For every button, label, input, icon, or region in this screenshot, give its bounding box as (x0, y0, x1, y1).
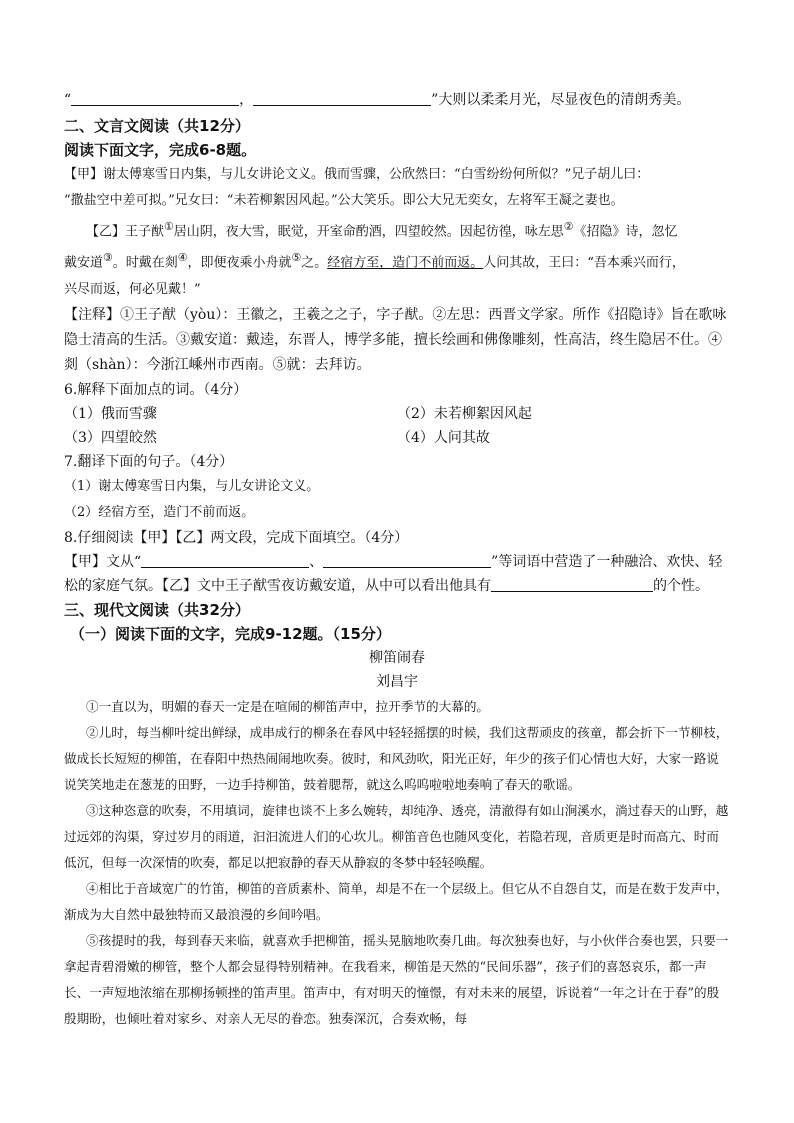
passage-jia-line: 【甲】谢太傅寒雪日内集，与儿女讲论文义。俄而雪骤，公欣然曰：“白雪纷纷何所似？”兄子胡儿曰： (64, 167, 650, 182)
q8-text: 【甲】文从“ (64, 553, 142, 570)
q8-line (64, 574, 730, 598)
article-author: 刘昌宇 (376, 673, 418, 690)
answer-blank[interactable] (323, 551, 491, 568)
paragraph: ④相比于音域宽广的竹笛，柳笛的音质素朴、简单，却是不在一个层级上。但它从不自怨自艾，而是在数于发声中，渐成为大自然中最独特而又最浪漫的乡间吟唱。 (64, 880, 729, 922)
exam-page (64, 88, 730, 1032)
paragraph: ②儿时，每当柳叶绽出鲜绿，成串成行的柳条在春风中轻轻摇摆的时候，我们这帮顽皮的孩童，都会折下一节柳枝，做成长长短短的柳笛，在春阳中热热闹闹地吹奏。彼时，和风劲吹，阳光正好，年少的孩子们心情也大好，大家一路说说笑笑地走在葱茏的田野，一边手持柳笛，鼓着腮帮，就这么呜呜啦啦地奏响了春天的歌谣。 (64, 724, 729, 792)
passage-yi-line (64, 214, 730, 245)
answer-blank[interactable] (253, 89, 431, 106)
yi-text: 【乙】王子猷 (86, 224, 165, 240)
poem-fill-line (64, 88, 730, 112)
comma: ， (239, 92, 254, 108)
q7-item: （2）经宿方至，造门不前而返。 (64, 504, 255, 520)
passage-jia-line: “撒盐空中差可拟。”兄女曰：“未若柳絮因风起。”公大笑乐。即公大兄无奕女，左将军王凝之妻也。 (64, 193, 624, 208)
article-title: 柳笛闹春 (369, 649, 425, 666)
question-8: 8.仔细阅读【甲】【乙】两文段，完成下面填空。（4分） (64, 529, 409, 546)
q8-text: ”等词语中营造了一种融洽、欢快、轻 (491, 553, 723, 570)
section-instruction: 阅读下面文字，完成6-8题。 (64, 141, 257, 159)
paragraph: ③这种恣意的吹奏，不用填词，旋律也谈不上多么婉转，却纯净、透亮，清澈得有如山涧溪水，淌过春天的山野，越过远郊的沟渠，穿过岁月的雨道，汩汩流进人们的心坎儿。柳笛音色也随风变化，若隐若现，音质更是时而高亢、时而低沉，但每一次深情的吹奏，都足以把寂静的春天从静寂的冬梦中轻轻唤醒。 (64, 802, 729, 870)
article-body (64, 694, 730, 1032)
note-mark: ① (164, 220, 174, 233)
q6-item: （2）未若柳絮因风起 (397, 405, 532, 422)
subsection-title: （一）阅读下面的文字，完成9-12题。（15分） (70, 624, 391, 643)
answer-blank[interactable] (491, 575, 653, 592)
yi-text: ，即便夜乘小舟就 (187, 255, 292, 271)
answer-blank[interactable] (141, 551, 309, 568)
q8-text: 松的家庭气氛。【乙】文中王子猷雪夜访戴安道，从中可以看出他具有 (64, 577, 491, 594)
q8-line (64, 550, 730, 574)
note-mark: ③ (103, 251, 113, 265)
q8-text: 、 (309, 553, 324, 570)
q6-item: （3）四望皎然 (64, 429, 157, 446)
yi-text: 。时戴在剡 (112, 255, 178, 271)
yi-text: 人问其故，王曰：“吾本乘兴而行， (483, 255, 685, 271)
question-6: 6.解释下面加点的词。（4分） (64, 381, 248, 398)
open-quote: “ (64, 92, 72, 108)
passage-yi-line (64, 245, 730, 276)
note-line: 剡（shàn）：今浙江嵊州市西南。⑤就：去拜访。 (64, 356, 371, 373)
q6-row (64, 402, 730, 426)
line-tail: ”大则以柔柔月光，尽显夜色的清朗秀美。 (431, 92, 691, 108)
question-7: 7.翻译下面的句子。（4分） (64, 453, 234, 470)
note-mark: ⑤ (291, 251, 302, 265)
paragraph: ⑤孩提时的我，每到春天来临，就喜欢手把柳笛，摇头晃脑地吹奏几曲。每次独奏也好，与小伙伴合奏也罢，只要一拿起青碧滑嫩的柳管，整个人都会显得特别精神。在我看来，柳笛是天然的“民间乐器”，孩子们的喜怒哀乐，都一声长、一声短地浓缩在那柳扬顿挫的笛声里。笛声中，有对明天的憧憬，有对未来的展望，诉说着“一年之计在于春”的殷殷期盼，也倾吐着对家乡、对亲人无尽的眷恋。独奏深沉，合奏欢畅，每 (64, 932, 729, 1026)
q6-item: （1）俄而雪骤 (64, 405, 157, 422)
notes (64, 303, 730, 378)
note-line: 【注释】①王子猷（yòu）：王徽之，王羲之之子，字子猷。②左思：西晋文学家。所作《招隐诗》旨在歌咏 (64, 306, 727, 323)
section-title: 二、文言文阅读（共12分） (64, 117, 250, 135)
underlined-sentence: 经宿方至，造门不前而返。 (327, 255, 484, 271)
yi-text: 戴安道 (64, 255, 104, 271)
yi-text: 之。 (301, 255, 328, 271)
note-mark: ④ (177, 251, 188, 265)
note-mark: ② (563, 220, 574, 233)
section-title: 三、现代文阅读（共32分） (64, 600, 250, 619)
q8-text: 的个性。 (653, 577, 709, 594)
paragraph: ①一直以为，明媚的春天一定是在喧闹的柳笛声中，拉开季节的大幕的。 (86, 698, 489, 714)
answer-blank[interactable] (71, 89, 239, 106)
yi-text: 居山阴，夜大雪，眠觉，开室命酌酒，四望皎然。因起彷徨，咏左思 (173, 224, 564, 240)
note-line: 隐士清高的生活。③戴安道：戴逵，东晋人，博学多能，擅长绘画和佛像雕刻，性高洁，终生隐居不仕。④ (64, 331, 722, 348)
yi-text: 《招隐》诗，忽忆 (573, 224, 678, 240)
q6-item: （4）人问其故 (397, 429, 490, 446)
passage-yi-line: 兴尽而返，何必见戴！” (64, 281, 201, 297)
q6-row (64, 426, 730, 450)
q7-item: （1）谢太傅寒雪日内集，与儿女讲论文义。 (64, 478, 320, 494)
